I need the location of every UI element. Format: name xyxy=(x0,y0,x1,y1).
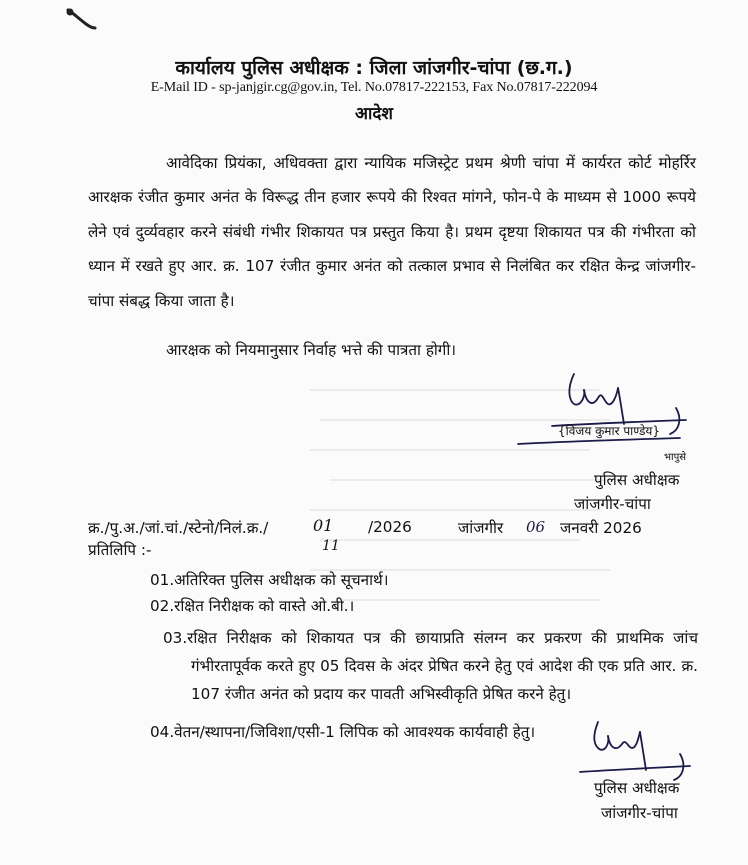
closing-place: जांजगीर-चांपा xyxy=(601,804,678,822)
reference-handwritten-subnumber: 11 xyxy=(322,538,340,554)
signatory-place: जांजगीर-चांपा xyxy=(574,495,651,513)
allowance-note: आरक्षक को नियमानुसार निर्वाह भत्ते की पात्रता होगी। xyxy=(166,341,457,359)
reference-month-year: जनवरी 2026 xyxy=(560,519,642,537)
signatory-designation: पुलिस अधीक्षक xyxy=(594,471,680,489)
staple-mark-icon xyxy=(64,6,98,32)
copy-item: 02.रक्षित निरीक्षक को वास्ते ओ.बी.। xyxy=(150,597,355,615)
order-paragraph: आवेदिका प्रियंका, अधिवक्ता द्वारा न्यायिक मजिस्ट्रेट प्रथम श्रेणी चांपा में कार्यरत कोर्ट मोहर्रिर आरक्षक रंजीत कुमार अनंत के विरूद्ध तीन हजार रूपये की रिश्वत मांगने, फोन-पे के माध्यम से 1000 रूपये लेने एवं दुर्व्यवहार करने संबंधी गंभीर शिकायत पत्र प्रस्तुत किया है। प्रथम दृष्टया शिकायत पत्र की गंभीरता को ध्यान में रखते हुए आर. क्र. 107 रंजीत कुमार अनंत को तत्काल प्रभाव से निलंबित कर रक्षित केन्द्र जांजगीर-चांपा संबद्ध किया जाता है। xyxy=(88,154,696,310)
reference-handwritten-day: 06 xyxy=(526,518,546,536)
office-heading: कार्यालय पुलिस अधीक्षक : जिला जांजगीर-चांपा (छ.ग.) xyxy=(175,57,573,79)
reference-year: /2026 xyxy=(368,518,412,536)
document-title: आदेश xyxy=(355,104,393,124)
reference-place: जांजगीर xyxy=(458,519,504,537)
signatory-service: भापुसे xyxy=(664,452,687,463)
copy-item: 01.अतिरिक्त पुलिस अधीक्षक को सूचनार्थ। xyxy=(150,571,389,589)
reference-prefix: क्र./पु.अ./जां.चां./स्टेनो/निलं.क्र./ xyxy=(88,519,269,537)
copy-to-label: प्रतिलिपि :- xyxy=(88,541,152,559)
reference-handwritten-number: 01 xyxy=(313,516,334,535)
copy-item xyxy=(150,624,698,709)
signatory-name: {विजय कुमार पाण्डेय} xyxy=(558,424,660,438)
closing-designation: पुलिस अधीक्षक xyxy=(594,779,680,797)
copy-item: 04.वेतन/स्थापना/जिविशा/एसी-1 लिपिक को आवश्यक कार्यवाही हेतु। xyxy=(150,723,536,741)
copy-item-text: 03.रक्षित निरीक्षक को शिकायत पत्र की छायाप्रति संलग्न कर प्रकरण की प्राथमिक जांच गंभीरतापूर्वक करते हुए 05 दिवस के अंदर प्रेषित करने हेतु एवं आदेश की एक प्रति आर. क्र. 107 रंजीत अनंत को प्रदाय कर पावती अभिस्वीकृति प्रेषित करने हेतु। xyxy=(163,629,698,704)
contact-line: E-Mail ID - sp-janjgir.cg@gov.in, Tel. No.07817-222153, Fax No.07817-222094 xyxy=(150,80,598,95)
